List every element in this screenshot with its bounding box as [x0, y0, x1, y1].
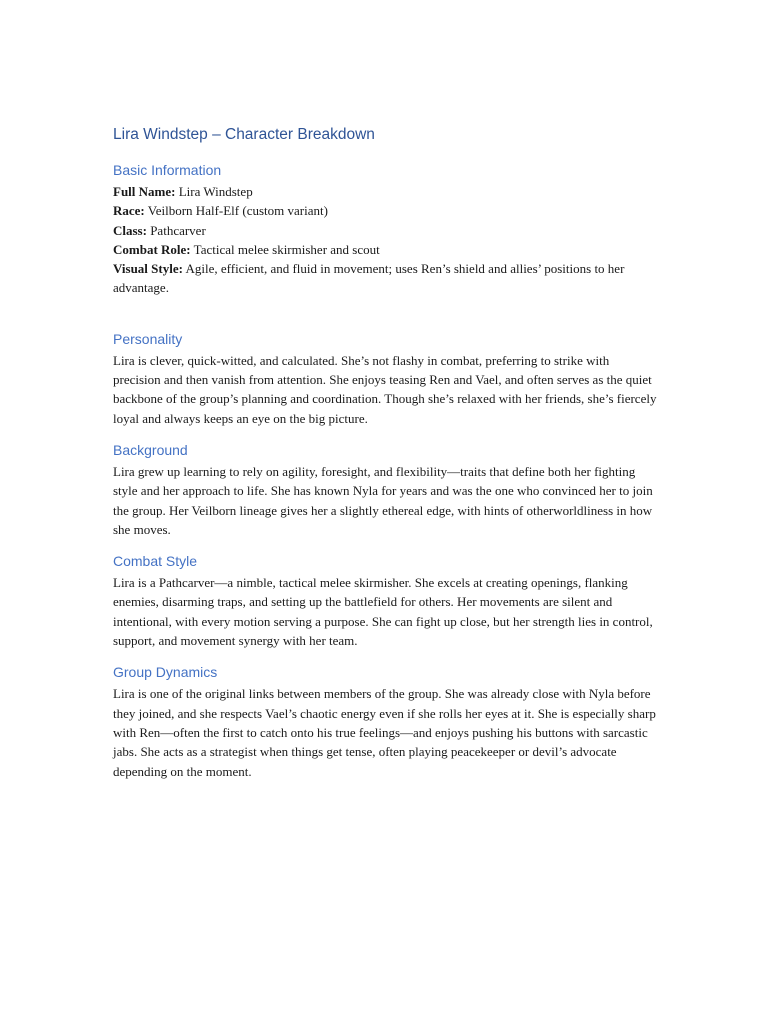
- document-page: [113, 124, 658, 793]
- field-class: [113, 221, 658, 240]
- section-combat-style: [113, 551, 658, 650]
- field-visual-style: [113, 259, 658, 298]
- document-title: Lira Windstep – Character Breakdown: [113, 126, 375, 143]
- section-heading-basic-information: Basic Information: [113, 162, 222, 178]
- field-race: [113, 201, 658, 220]
- field-full-name: [113, 182, 658, 201]
- field-value: Lira Windstep: [178, 184, 253, 199]
- field-combat-role: [113, 240, 658, 259]
- section-heading-background: Background: [113, 441, 188, 458]
- field-value: Veilborn Half-Elf (custom variant): [147, 203, 328, 219]
- section-group-dynamics: [113, 662, 658, 780]
- field-label: Race:: [113, 203, 145, 219]
- section-heading-combat-style: Combat Style: [113, 553, 198, 570]
- section-paragraph: Lira is a Pathcarver—a nimble, tactical melee skirmisher. She excels at creating openings, flanking enemies, disarming traps, and setting up the battlefield for others. Her movements are silent and intentional, with every motion serving a purpose. She can fight up close, but her strength lies in control, support, and movement synergy with her team.: [113, 575, 653, 649]
- field-label: Visual Style:: [113, 261, 183, 277]
- section-paragraph: Lira is clever, quick-witted, and calculated. She’s not flashy in combat, preferring to strike with precision and then vanish from attention. She enjoys teasing Ren and Vael, and often serves as the quiet backbone of the group’s planning and coordination. Though she’s relaxed with her friends, she’s fiercely loyal and always keeps an eye on the big picture.: [113, 352, 657, 426]
- field-value: Tactical melee skirmisher and scout: [193, 241, 380, 257]
- section-background: [113, 440, 658, 539]
- section-personality: [113, 329, 658, 428]
- section-paragraph: Lira is one of the original links between members of the group. She was already close with Nyla before they joined, and she respects Vael’s chaotic energy even if she rolls her eyes at it. She is especially sharp with Ren—often the first to catch onto his true feelings—and enjoys pushing his buttons with sarcastic jabs. She acts as a strategist when things get tense, often playing peacekeeper or devil’s advocate depending on the moment.: [113, 686, 656, 779]
- section-heading-personality: Personality: [113, 330, 183, 347]
- section-heading-group-dynamics: Group Dynamics: [113, 664, 218, 681]
- section-paragraph: Lira grew up learning to rely on agility, foresight, and flexibility—traits that define both her fighting style and her approach to life. She has known Nyla for years and was the one who convinced her to join the group. Her Veilborn lineage gives her a slightly ethereal edge, with hints of otherworldliness in how she moves.: [113, 463, 653, 537]
- field-label: Full Name:: [113, 184, 176, 199]
- field-value: Agile, efficient, and fluid in movement; uses Ren’s shield and allies’ positions to her advantage.: [113, 261, 625, 296]
- field-value: Pathcarver: [150, 222, 206, 238]
- field-label: Combat Role:: [113, 241, 191, 257]
- section-basic-information: [113, 160, 658, 298]
- field-label: Class:: [113, 222, 147, 238]
